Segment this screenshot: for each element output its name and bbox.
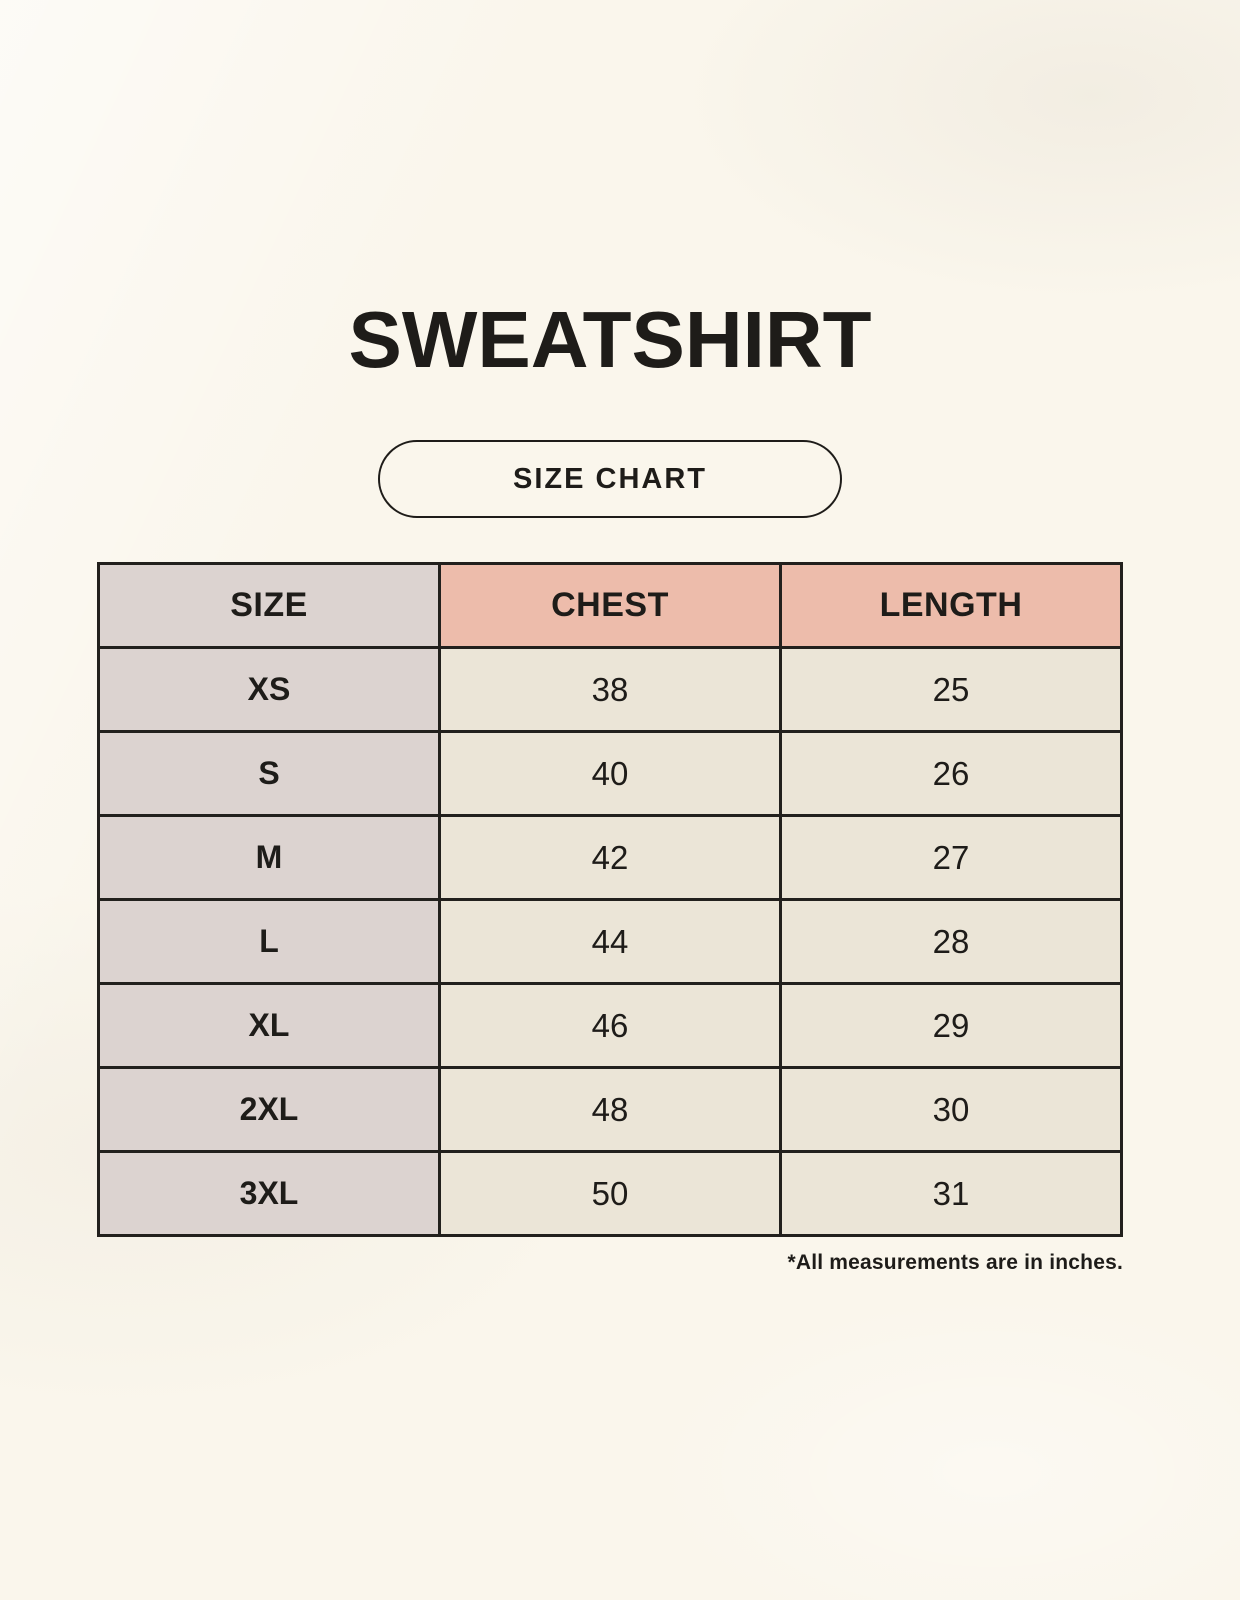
chest-cell: 50 bbox=[440, 1152, 781, 1236]
table-row bbox=[99, 1152, 1122, 1236]
length-cell: 28 bbox=[781, 900, 1122, 984]
chest-cell: 44 bbox=[440, 900, 781, 984]
table-header-row bbox=[99, 564, 1122, 648]
page-title: SWEATSHIRT bbox=[348, 295, 872, 384]
chest-cell: 38 bbox=[440, 648, 781, 732]
length-cell: 25 bbox=[781, 648, 1122, 732]
column-header-chest: CHEST bbox=[440, 564, 781, 648]
length-cell: 30 bbox=[781, 1068, 1122, 1152]
length-cell: 29 bbox=[781, 984, 1122, 1068]
size-cell: XS bbox=[99, 648, 440, 732]
measurements-footnote: *All measurements are in inches. bbox=[787, 1251, 1123, 1274]
chest-cell: 42 bbox=[440, 816, 781, 900]
chest-cell: 48 bbox=[440, 1068, 781, 1152]
table-row bbox=[99, 648, 1122, 732]
table-row bbox=[99, 900, 1122, 984]
page-content bbox=[97, 0, 1123, 1275]
size-cell: 2XL bbox=[99, 1068, 440, 1152]
column-header-length: LENGTH bbox=[781, 564, 1122, 648]
size-cell: M bbox=[99, 816, 440, 900]
size-cell: S bbox=[99, 732, 440, 816]
column-header-size: SIZE bbox=[99, 564, 440, 648]
size-cell: 3XL bbox=[99, 1152, 440, 1236]
length-cell: 26 bbox=[781, 732, 1122, 816]
table-row bbox=[99, 732, 1122, 816]
table-row bbox=[99, 816, 1122, 900]
size-table bbox=[97, 562, 1123, 1237]
chest-cell: 46 bbox=[440, 984, 781, 1068]
table-row bbox=[99, 1068, 1122, 1152]
size-chart-button[interactable]: SIZE CHART bbox=[378, 440, 842, 518]
length-cell: 27 bbox=[781, 816, 1122, 900]
chest-cell: 40 bbox=[440, 732, 781, 816]
length-cell: 31 bbox=[781, 1152, 1122, 1236]
table-row bbox=[99, 984, 1122, 1068]
size-cell: L bbox=[99, 900, 440, 984]
size-cell: XL bbox=[99, 984, 440, 1068]
size-chart-table bbox=[97, 562, 1123, 1275]
